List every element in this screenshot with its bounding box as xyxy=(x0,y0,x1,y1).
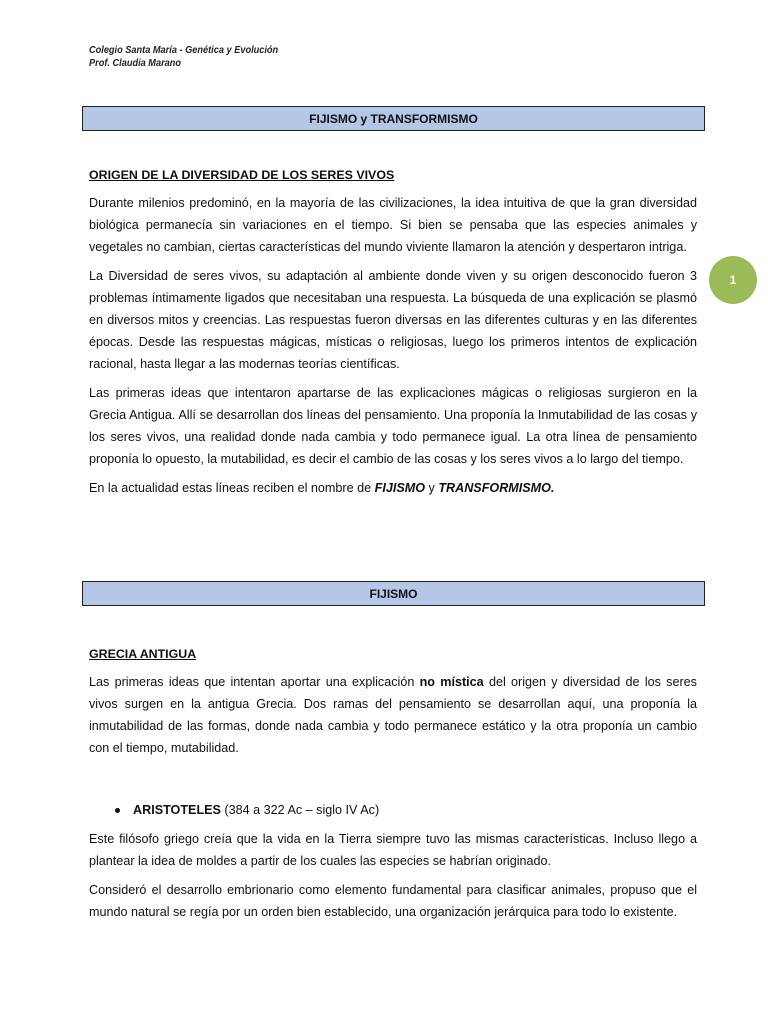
emphasis-no-mistica: no mística xyxy=(419,675,484,689)
section-heading-grecia-antigua: GRECIA ANTIGUA xyxy=(89,647,197,661)
section-heading-origen: ORIGEN DE LA DIVERSIDAD DE LOS SERES VIVOS xyxy=(89,168,395,182)
section-title-bar-fijismo xyxy=(82,581,705,606)
page-number: 1 xyxy=(729,273,737,287)
paragraph: Durante milenios predominó, en la mayoría de las civilizaciones, la idea intuitiva de que la gran diversidad biológica permanecía sin variaciones en el tiempo. Si bien se pensaba que las especies animales y vegetales no cambian, ciertas características del mundo viviente llamaron la atención y despertaron intriga. xyxy=(89,196,697,254)
section-title: FIJISMO y TRANSFORMISMO xyxy=(309,111,478,126)
paragraph-text: Las primeras ideas que intentan aportar una explicación xyxy=(89,675,420,689)
section-title-bar-fijismo-transformismo xyxy=(82,106,705,131)
bullet-detail: (384 a 322 Ac – siglo IV Ac) xyxy=(220,803,380,817)
section-1-content xyxy=(89,164,697,506)
header-teacher: Prof. Claudia Marano xyxy=(89,58,182,69)
bullet-name: ARISTOTELES xyxy=(133,803,221,817)
page-number-badge xyxy=(709,256,757,304)
paragraph: Este filósofo griego creía que la vida en la Tierra siempre tuvo las mismas características. Incluso llego a plantear la idea de moldes a partir de los cuales las especies se habrían originado. xyxy=(89,832,697,868)
paragraph xyxy=(89,671,697,759)
section-title: FIJISMO xyxy=(369,586,418,601)
paragraph: La Diversidad de seres vivos, su adaptación al ambiente donde viven y su origen desconocido fueron 3 problemas íntimamente ligados que necesitaban una respuesta. La búsqueda de una explicación se plasmó en diversos mitos y creencias. Las respuestas fueron diversas en las diferentes culturas y en las diferentes épocas. Desde las respuestas mágicas, místicas o religiosas, luego los primeros intentos de explicación racional, hasta llegar a las modernas teorías científicas. xyxy=(89,269,697,371)
paragraph-text: y xyxy=(425,481,439,495)
paragraph-terms xyxy=(89,477,697,499)
header-school-course: Colegio Santa María - Genética y Evolución xyxy=(89,45,279,56)
paragraph: Las primeras ideas que intentaron apartarse de las explicaciones mágicas o religiosas surgieron en la Grecia Antigua. Allí se desarrollan dos líneas del pensamiento. Una proponía la Inmutabilidad de las cosas y los seres vivos, una realidad donde nada cambia y todo permanece igual. La otra línea de pensamiento proponía lo opuesto, la mutabilidad, es decir el cambio de las cosas y los seres vivos a lo largo del tiempo. xyxy=(89,386,697,466)
section-2-content xyxy=(89,643,697,930)
term-transformismo: TRANSFORMISMO. xyxy=(438,481,555,495)
paragraph-text: del origen y diversidad de los seres vivos surgen en la antigua Grecia. Dos ramas del pensamiento se desarrollan aquí, una proponía la inmutabilidad de las formas, donde nada cambia y todo permanece estático y la otra proponía un cambio con el tiempo, mutabilidad. xyxy=(89,675,697,755)
bullet-item-aristoteles xyxy=(89,799,697,821)
paragraph: Consideró el desarrollo embrionario como elemento fundamental para clasificar animales, propuso que el mundo natural se regía por un orden bien establecido, una organización jerárquica para todo lo existente. xyxy=(89,883,697,919)
bullet-dot xyxy=(115,808,120,813)
paragraph-text: En la actualidad estas líneas reciben el nombre de xyxy=(89,481,375,495)
document-header xyxy=(89,44,278,70)
term-fijismo: FIJISMO xyxy=(374,481,426,495)
